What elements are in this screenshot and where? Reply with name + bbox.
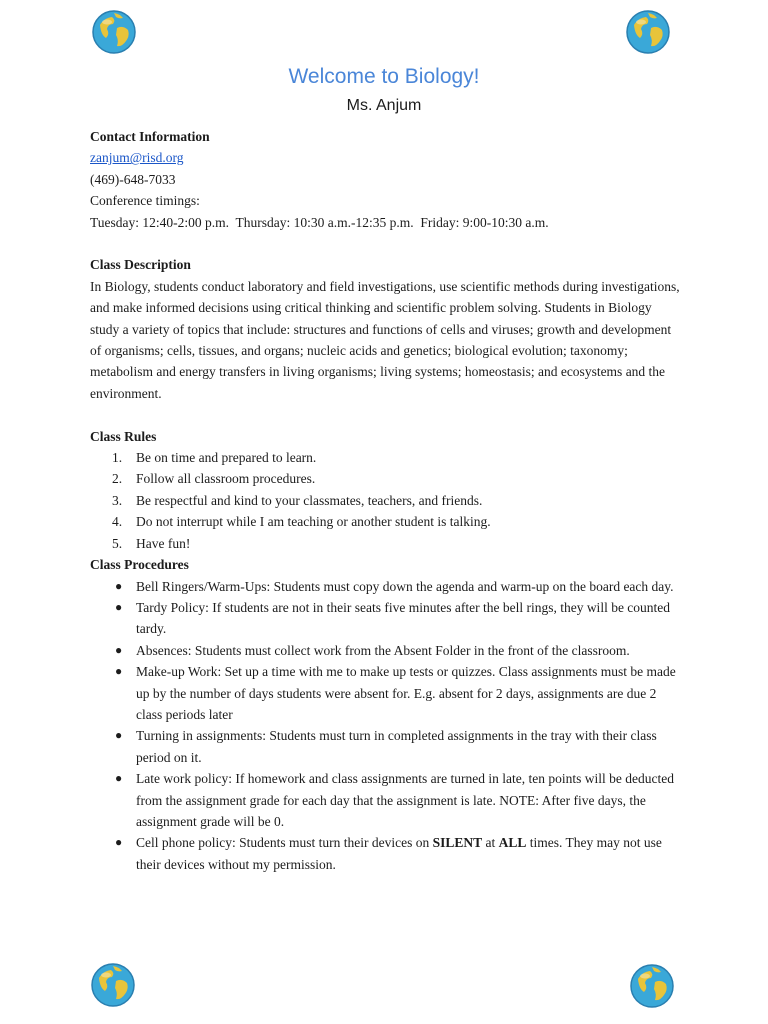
procedure-text: Bell Ringers/Warm-Ups: Students must copy down the agenda and warm-up on the board each day. [136, 578, 674, 594]
list-number: 5. [112, 535, 123, 551]
bullet-icon: ● [115, 771, 123, 786]
list-item [90, 597, 680, 640]
list-item [90, 725, 680, 768]
list-number: 1. [112, 450, 123, 466]
bullet-icon: ● [115, 642, 123, 657]
list-item [90, 447, 680, 468]
emphasis-silent: SILENT [432, 835, 483, 851]
list-number: 4. [112, 514, 123, 530]
list-item [90, 576, 680, 597]
cell-policy-text: at [482, 835, 499, 851]
list-item [90, 490, 680, 511]
conference-label: Conference timings: [90, 193, 200, 209]
cell-policy-text: times. They may not use their devices without my permission. [136, 835, 662, 872]
procedure-text: Absences: Students must collect work from the Absent Folder in the front of the classroom. [136, 642, 630, 658]
globe-icon [624, 8, 672, 56]
contact-heading: Contact Information [90, 129, 210, 144]
phone-number: (469)-648-7033 [90, 171, 176, 187]
list-number: 2. [112, 471, 123, 487]
emphasis-all: ALL [498, 835, 527, 851]
syllabus-body [90, 126, 680, 875]
procedure-text: Turning in assignments: Students must turn in completed assignments in the tray with their class period on it. [136, 728, 657, 765]
list-item [90, 511, 680, 532]
list-item [90, 640, 680, 661]
list-item [90, 832, 680, 875]
rule-text: Have fun! [136, 535, 191, 551]
rule-text: Be respectful and kind to your classmates, teachers, and friends. [136, 492, 483, 508]
conference-times: Tuesday: 12:40-2:00 p.m. Thursday: 10:30 a.m.-12:35 p.m. Friday: 9:00-10:30 a.m. [90, 214, 549, 230]
procedure-text: Tardy Policy: If students are not in their seats five minutes after the bell rings, they will be counted tardy. [136, 599, 671, 637]
list-item [90, 468, 680, 489]
list-item [90, 533, 680, 554]
globe-icon [90, 8, 138, 56]
page-title: Welcome to Biology! [288, 65, 480, 88]
rules-heading: Class Rules [90, 428, 157, 444]
bullet-icon: ● [115, 578, 123, 593]
email-link[interactable]: zanjum@risd.org [90, 150, 184, 166]
procedures-heading: Class Procedures [90, 557, 189, 573]
rules-list [90, 447, 680, 554]
bullet-icon: ● [115, 599, 123, 614]
rule-text: Do not interrupt while I am teaching or another student is talking. [136, 514, 491, 530]
description-heading: Class Description [90, 257, 191, 273]
teacher-name: Ms. Anjum [346, 97, 422, 114]
bullet-icon: ● [115, 728, 123, 743]
list-number: 3. [112, 492, 123, 508]
rule-text: Be on time and prepared to learn. [136, 450, 317, 466]
bullet-icon: ● [115, 664, 123, 679]
bullet-icon: ● [115, 835, 123, 850]
description-text: In Biology, students conduct laboratory and field investigations, use scientific methods during investigations, and make informed decisions using critical thinking and scientific problem solving. Students in Biology study a variety of topics that include: structures and functions of cells and viruses; growth and development of organisms; cells, tissues, and organs; nucleic acids and genetics; biological evolution; taxonomy; metabolism and energy transfers in living organisms; living systems; homeostasis; and ecosystems and the environment. [90, 278, 680, 401]
procedures-list [90, 576, 680, 876]
procedure-text: Make-up Work: Set up a time with me to make up tests or quizzes. Class assignments must be made up by the number of days students were absent for. E.g. absent for 2 days, assignments are due 2 class periods later [136, 664, 676, 722]
cell-policy-text: Cell phone policy: Students must turn their devices on [136, 835, 433, 851]
globe-icon [628, 962, 676, 1010]
procedure-text [136, 835, 662, 871]
list-item [90, 661, 680, 725]
procedure-text: Late work policy: If homework and class assignments are turned in late, ten points will be deducted from the assignment grade for each day that the assignment is late. NOTE: After five days, the assignment grade will be 0. [136, 771, 674, 829]
list-item [90, 768, 680, 832]
rule-text: Follow all classroom procedures. [136, 471, 316, 487]
globe-icon [89, 961, 137, 1009]
